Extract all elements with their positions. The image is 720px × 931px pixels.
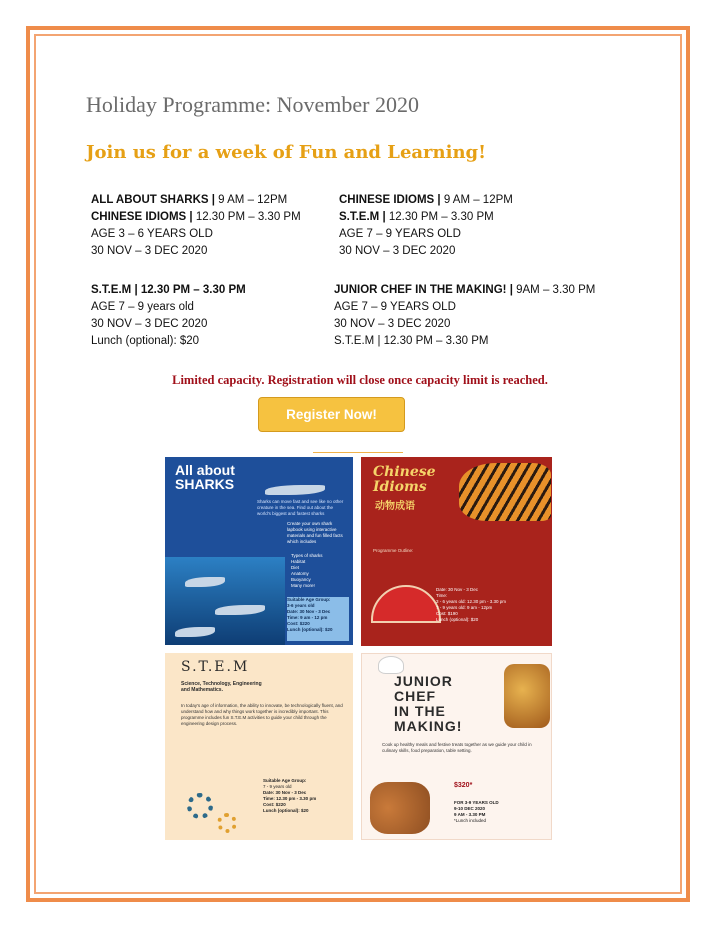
poster-price: $320* bbox=[454, 782, 473, 789]
poster-outline: Programme Outline: bbox=[373, 548, 414, 553]
programme-block-idioms-stem bbox=[339, 192, 513, 260]
poster-bullets: Types of sharks Habitat Diet Anatomy Buoyancy Many more! bbox=[291, 553, 323, 588]
page-title: Holiday Programme: November 2020 bbox=[86, 92, 419, 117]
poster-intro: Sharks can move fast and see like no other creature in the sea. Find out about the world's biggest and fastest sharks bbox=[257, 499, 344, 516]
poster-chinese-title: 动物成语 bbox=[375, 501, 415, 512]
programme-line: ALL ABOUT SHARKS | 9 AM – 12PM bbox=[91, 194, 288, 206]
programme-age: AGE 3 – 6 YEARS OLD bbox=[91, 228, 213, 240]
poster-info: FOR 3-9 YEARS OLD 9-10 DEC 2020 9 AM - 3.30 PM *Lunch included bbox=[454, 800, 499, 823]
fan-image bbox=[371, 585, 441, 623]
register-now-button[interactable]: Register Now! bbox=[258, 397, 405, 432]
programme-line: S.T.E.M | 12.30 PM – 3.30 PM bbox=[339, 211, 494, 223]
poster-body: In today's age of information, the ability to innovate, be technologically fluent, and understand how and why things work together is incredibly important. This programme includes fun S.T.E.M activities to guide your child through the engineering design process. bbox=[181, 703, 343, 726]
poster-info: Suitable Age Group: 7 - 9 years old Date: 30 Nov - 3 Dec Time: 12.30 pm - 3.30 pm Cost: $220 Lunch (optional): $20 bbox=[263, 778, 317, 813]
page-border-inner bbox=[34, 34, 682, 894]
programme-date: 30 NOV – 3 DEC 2020 bbox=[91, 318, 208, 330]
food-photo bbox=[504, 664, 550, 728]
shark-photo bbox=[165, 557, 285, 645]
shark-icon bbox=[215, 605, 265, 615]
poster-stem[interactable] bbox=[165, 653, 353, 840]
poster-info: Date: 30 Nov - 3 Dec Time: 3 - 6 years old: 12.30 pm - 3.30 pm 7 - 9 years old: 9 am - 12pm Cost: $190 Lunch (optional): $20 bbox=[436, 587, 507, 622]
programme-date: 30 NOV – 3 DEC 2020 bbox=[91, 245, 208, 257]
poster-title: Chinese Idioms bbox=[373, 464, 436, 495]
shark-icon bbox=[175, 627, 215, 637]
poster-body: Cook up healthy meals and festive treats together as we guide your child in culinary skills, food preparation, table setting. bbox=[382, 742, 532, 753]
programme-age: AGE 7 – 9 years old bbox=[91, 301, 194, 313]
page-subtitle: Join us for a week of Fun and Learning! bbox=[86, 142, 487, 163]
programme-lunch: Lunch (optional): $20 bbox=[91, 335, 200, 347]
shark-icon bbox=[265, 485, 325, 495]
capacity-notice: Limited capacity. Registration will close once capacity limit is reached. bbox=[172, 373, 548, 387]
programme-line: S.T.E.M | 12.30 PM – 3.30 PM bbox=[91, 284, 246, 296]
gear-icon bbox=[217, 813, 237, 833]
programme-extra: S.T.E.M | 12.30 PM – 3.30 PM bbox=[334, 335, 489, 347]
programme-age: AGE 7 – 9 YEARS OLD bbox=[334, 301, 456, 313]
programme-age: AGE 7 – 9 YEARS OLD bbox=[339, 228, 461, 240]
poster-info: Suitable Age Group: 3-6 years old Date: 30 Nov - 3 Dec Time: 9 am - 12 pm Cost: $220 Lunch (optional): $20 bbox=[287, 597, 349, 641]
poster-chinese-idioms[interactable] bbox=[361, 457, 552, 646]
shark-icon bbox=[185, 577, 225, 587]
poster-title: All about SHARKS bbox=[175, 462, 235, 492]
tiger-image bbox=[459, 463, 551, 521]
programme-line: CHINESE IDIOMS | 12.30 PM – 3.30 PM bbox=[91, 211, 301, 223]
poster-activity: Create your own shark lapbook using interactive materials and fun filled facts which includes bbox=[287, 521, 343, 544]
poster-title: S.T.E.M bbox=[181, 659, 250, 675]
chef-hat-icon bbox=[378, 656, 404, 674]
programme-date: 30 NOV – 3 DEC 2020 bbox=[339, 245, 456, 257]
poster-subtitle: Science, Technology, Engineering and Mathematics. bbox=[181, 681, 262, 693]
programme-line: CHINESE IDIOMS | 9 AM – 12PM bbox=[339, 194, 513, 206]
programme-line: JUNIOR CHEF IN THE MAKING! | 9AM – 3.30 PM bbox=[334, 284, 596, 296]
gear-icon bbox=[187, 793, 213, 819]
divider bbox=[313, 452, 403, 453]
programme-date: 30 NOV – 3 DEC 2020 bbox=[334, 318, 451, 330]
poster-junior-chef[interactable] bbox=[361, 653, 552, 840]
poster-title: JUNIOR CHEF IN THE MAKING! bbox=[394, 673, 463, 734]
poster-all-about-sharks[interactable] bbox=[165, 457, 353, 645]
programme-block-stem bbox=[91, 282, 246, 350]
programme-block-junior-chef bbox=[334, 282, 595, 350]
cookies-image bbox=[370, 782, 430, 834]
programme-block-sharks-idioms bbox=[91, 192, 301, 260]
